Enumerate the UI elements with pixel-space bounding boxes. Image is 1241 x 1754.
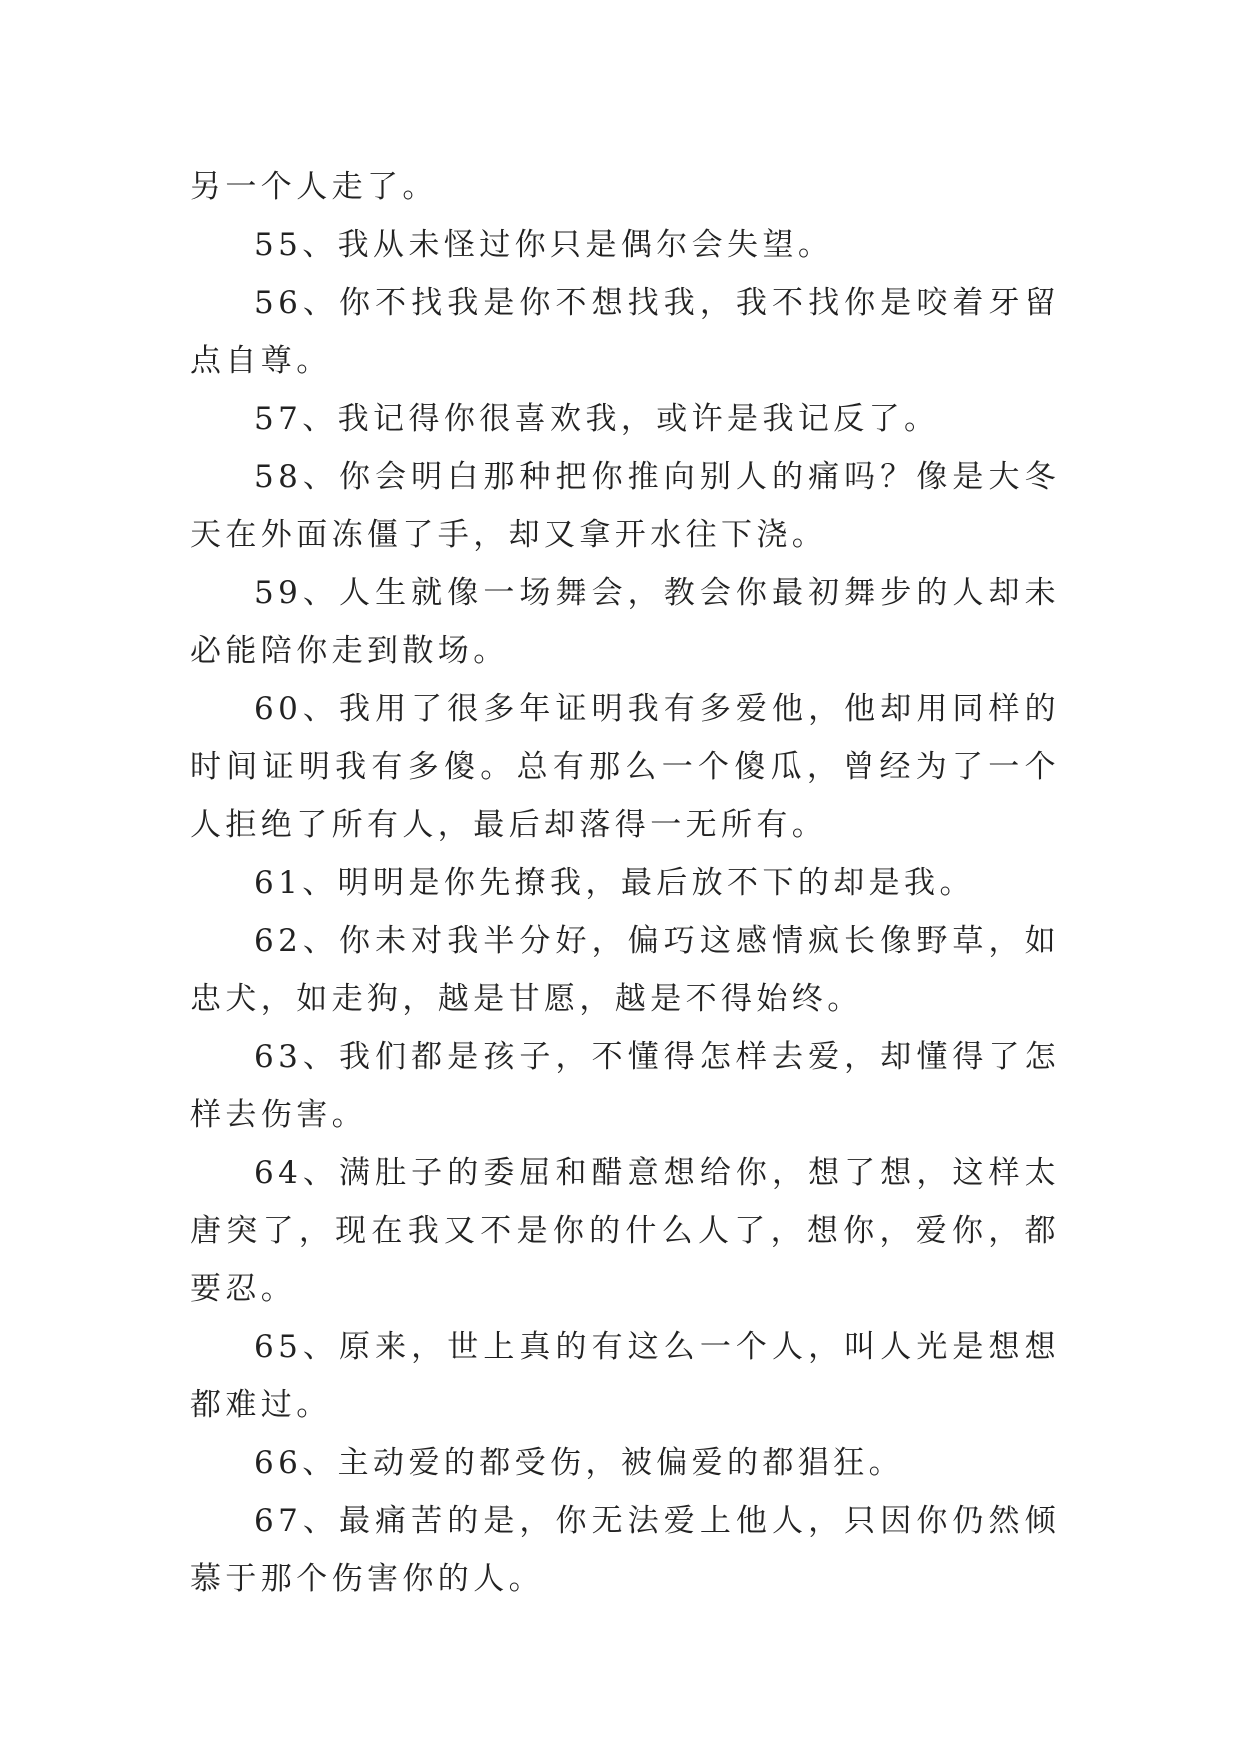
paragraph-58: 58、你会明白那种把你推向别人的痛吗？像是大冬天在外面冻僵了手，却又拿开水往下浇。 bbox=[190, 459, 1060, 553]
paragraph-65: 65、原来，世上真的有这么一个人，叫人光是想想都难过。 bbox=[190, 1329, 1060, 1423]
paragraph-59: 59、人生就像一场舞会，教会你最初舞步的人却未必能陪你走到散场。 bbox=[190, 575, 1060, 669]
paragraph-67: 67、最痛苦的是，你无法爱上他人，只因你仍然倾慕于那个伤害你的人。 bbox=[190, 1503, 1060, 1597]
paragraph-64: 64、满肚子的委屈和醋意想给你，想了想，这样太唐突了，现在我又不是你的什么人了，想你，爱你，都要忍。 bbox=[190, 1155, 1060, 1307]
document-body bbox=[190, 158, 1060, 1608]
paragraph-62: 62、你未对我半分好，偏巧这感情疯长像野草，如忠犬，如走狗，越是甘愿，越是不得始终。 bbox=[190, 923, 1060, 1017]
paragraph-continuation: 另一个人走了。 bbox=[190, 169, 438, 205]
paragraph-66: 66、主动爱的都受伤，被偏爱的都猖狂。 bbox=[254, 1445, 905, 1481]
paragraph-55: 55、我从未怪过你只是偶尔会失望。 bbox=[254, 227, 834, 263]
paragraph-60: 60、我用了很多年证明我有多爱他，他却用同样的时间证明我有多傻。总有那么一个傻瓜，曾经为了一个人拒绝了所有人，最后却落得一无所有。 bbox=[190, 691, 1060, 843]
paragraph-56: 56、你不找我是你不想找我，我不找你是咬着牙留点自尊。 bbox=[190, 285, 1060, 379]
paragraph-57: 57、我记得你很喜欢我，或许是我记反了。 bbox=[254, 401, 940, 437]
paragraph-63: 63、我们都是孩子，不懂得怎样去爱，却懂得了怎样去伤害。 bbox=[190, 1039, 1060, 1133]
paragraph-61: 61、明明是你先撩我，最后放不下的却是我。 bbox=[254, 865, 975, 901]
